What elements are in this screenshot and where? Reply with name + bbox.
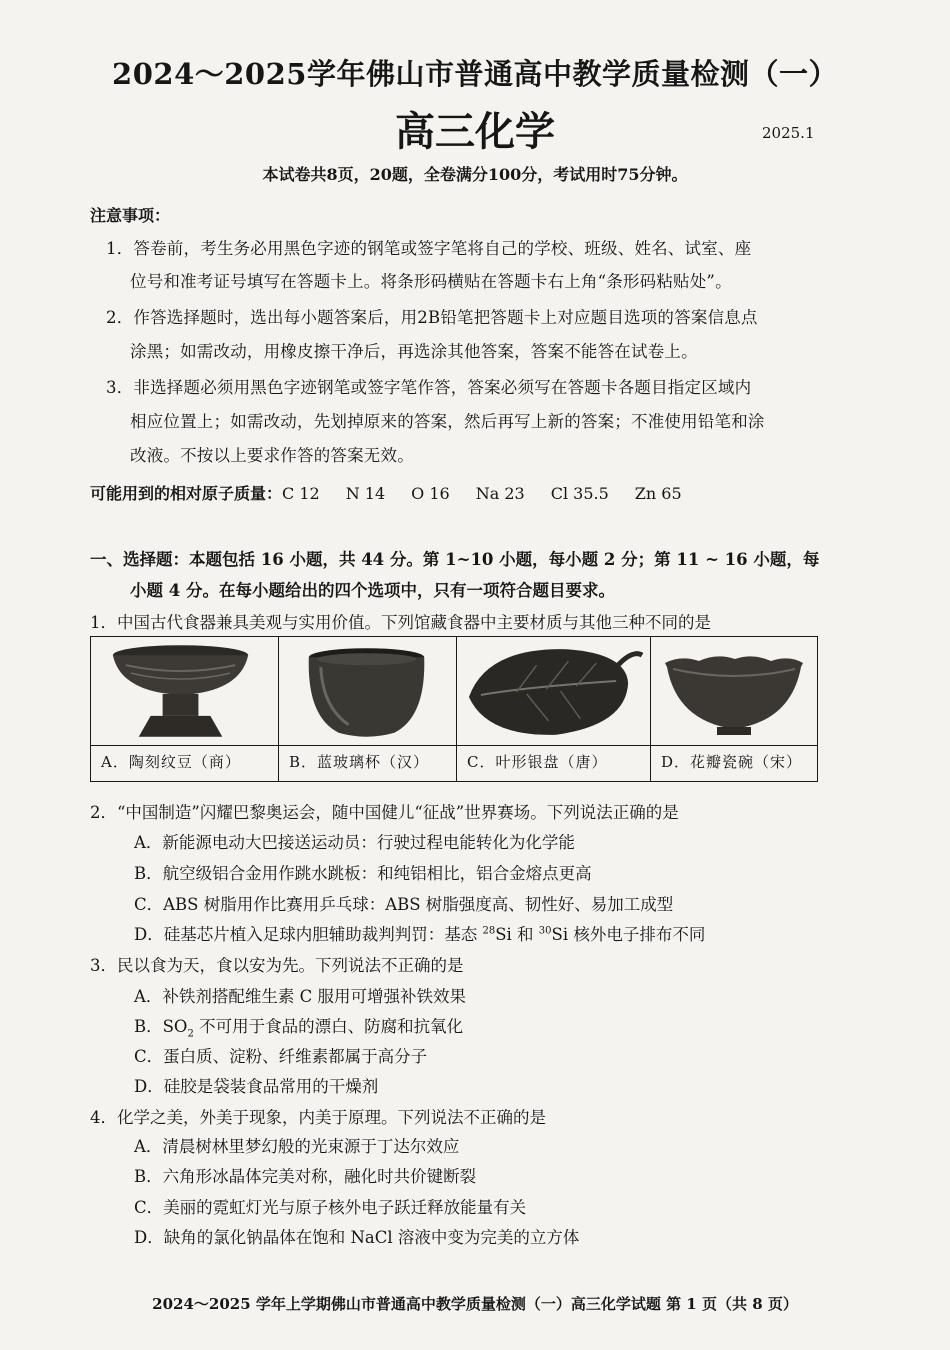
question-1-option-c bbox=[457, 637, 651, 781]
atomic-mass-item: Na 23 bbox=[475, 484, 525, 503]
question-1-option-b bbox=[279, 637, 457, 781]
question-3-option-c: C．蛋白质、淀粉、纤维素都属于高分子 bbox=[134, 1047, 428, 1066]
glass-cup-icon bbox=[279, 637, 456, 746]
question-1-option-a bbox=[91, 637, 279, 781]
question-4-option-c: C．美丽的霓虹灯光与原子核外电子跃迁释放能量有关 bbox=[134, 1198, 527, 1217]
atomic-mass-item: O 16 bbox=[411, 484, 450, 503]
notice-line: 3．非选择题必须用黑色字迹钢笔或签字笔作答，答案必须写在答题卡各题目指定区域内 bbox=[106, 378, 752, 397]
question-1-image-table bbox=[90, 636, 818, 782]
section-heading-line2: 小题 4 分。在每小题给出的四个选项中，只有一项符合题目要求。 bbox=[130, 581, 615, 600]
porcelain-bowl-icon bbox=[651, 637, 817, 746]
notice-line: 改液。不按以上要求作答的答案无效。 bbox=[130, 446, 414, 465]
atomic-mass-line bbox=[90, 481, 682, 504]
question-4-option-d: D．缺角的氯化钠晶体在饱和 NaCl 溶液中变为完美的立方体 bbox=[134, 1228, 580, 1247]
atomic-mass-item: Zn 65 bbox=[634, 484, 682, 503]
question-2-option-b: B．航空级铝合金用作跳水跳板：和纯铝相比，铝合金熔点更高 bbox=[134, 864, 592, 883]
question-2-stem: 2．“中国制造”闪耀巴黎奥运会，随中国健儿“征战”世界赛场。下列说法正确的是 bbox=[90, 803, 679, 822]
notice-line: 1．答卷前，考生务必用黑色字迹的钢笔或签字笔将自己的学校、班级、姓名、试室、座 bbox=[106, 239, 752, 258]
question-2-option-a: A．新能源电动大巴接送运动员：行驶过程电能转化为化学能 bbox=[134, 833, 575, 852]
atomic-mass-item: C 12 bbox=[282, 484, 320, 503]
question-3-option-b: B．$SO_2$ 不可用于食品的漂白、防腐和抗氧化 bbox=[134, 1017, 464, 1040]
question-1-stem: 1．中国古代食器兼具美观与实用价值。下列馆藏食器中主要材质与其他三种不同的是 bbox=[90, 613, 711, 632]
question-4-option-a: A．清晨树林里梦幻般的光束源于丁达尔效应 bbox=[134, 1137, 460, 1156]
option-a-label: A．陶刻纹豆（商） bbox=[101, 753, 241, 771]
question-4-stem: 4．化学之美，外美于现象，内美于原理。下列说法不正确的是 bbox=[90, 1108, 546, 1127]
question-1-option-d bbox=[651, 637, 817, 781]
question-3-option-a: A．补铁剂搭配维生素 C 服用可增强补铁效果 bbox=[134, 987, 467, 1006]
question-4-option-b: B．六角形冰晶体完美对称，融化时共价键断裂 bbox=[134, 1167, 477, 1186]
exam-title: 2024～2025学年佛山市普通高中教学质量检测（一） bbox=[112, 57, 838, 91]
notice-line: 2．作答选择题时，选出每小题答案后，用2B铅笔把答题卡上对应题目选项的答案信息点 bbox=[106, 308, 758, 327]
question-3-option-d: D．硅胶是袋装食品常用的干燥剂 bbox=[134, 1077, 379, 1096]
notice-line: 相应位置上；如需改动，先划掉原来的答案，然后再写上新的答案；不准使用铅笔和涂 bbox=[130, 412, 765, 431]
exam-info: 本试卷共8页，20题，全卷满分100分，考试用时75分钟。 bbox=[262, 165, 688, 184]
option-c-label: C．叶形银盘（唐） bbox=[467, 753, 608, 771]
atomic-mass-item: Cl 35.5 bbox=[550, 484, 609, 503]
section-heading-line1: 一、选择题：本题包括 16 小题，共 44 分。第 1~10 小题，每小题 2 分；第 11 ~ 16 小题，每 bbox=[90, 550, 820, 569]
pottery-stem-bowl-icon bbox=[91, 637, 278, 746]
silver-leaf-plate-icon bbox=[457, 637, 650, 746]
option-d-label: D．花瓣瓷碗（宋） bbox=[661, 753, 803, 771]
notice-line: 位号和准考证号填写在答题卡上。将条形码横贴在答题卡右上角“条形码粘贴处”。 bbox=[130, 272, 732, 291]
atomic-mass-label: 可能用到的相对原子质量： bbox=[90, 484, 283, 503]
notice-title: 注意事项： bbox=[90, 206, 171, 225]
exam-subject: 高三化学 bbox=[395, 109, 555, 155]
exam-date: 2025.1 bbox=[762, 124, 815, 142]
question-2-option-d: D．硅基芯片植入足球内胆辅助裁判判罚：基态 $^{28}$Si 和 $^{30}$Si 核外电子排布不同 bbox=[134, 925, 706, 944]
option-b-label: B．蓝玻璃杯（汉） bbox=[289, 753, 430, 771]
page-footer: 2024～2025 学年上学期佛山市普通高中教学质量检测（一）高三化学试题 第 1 页（共 8 页） bbox=[152, 1295, 798, 1313]
question-2-option-c: C．ABS 树脂用作比赛用乒乓球：ABS 树脂强度高、韧性好、易加工成型 bbox=[134, 895, 674, 914]
question-3-stem: 3．民以食为天，食以安为先。下列说法不正确的是 bbox=[90, 956, 464, 975]
atomic-mass-item: N 14 bbox=[345, 484, 386, 503]
notice-line: 涂黑；如需改动，用橡皮擦干净后，再选涂其他答案，答案不能答在试卷上。 bbox=[130, 342, 698, 361]
